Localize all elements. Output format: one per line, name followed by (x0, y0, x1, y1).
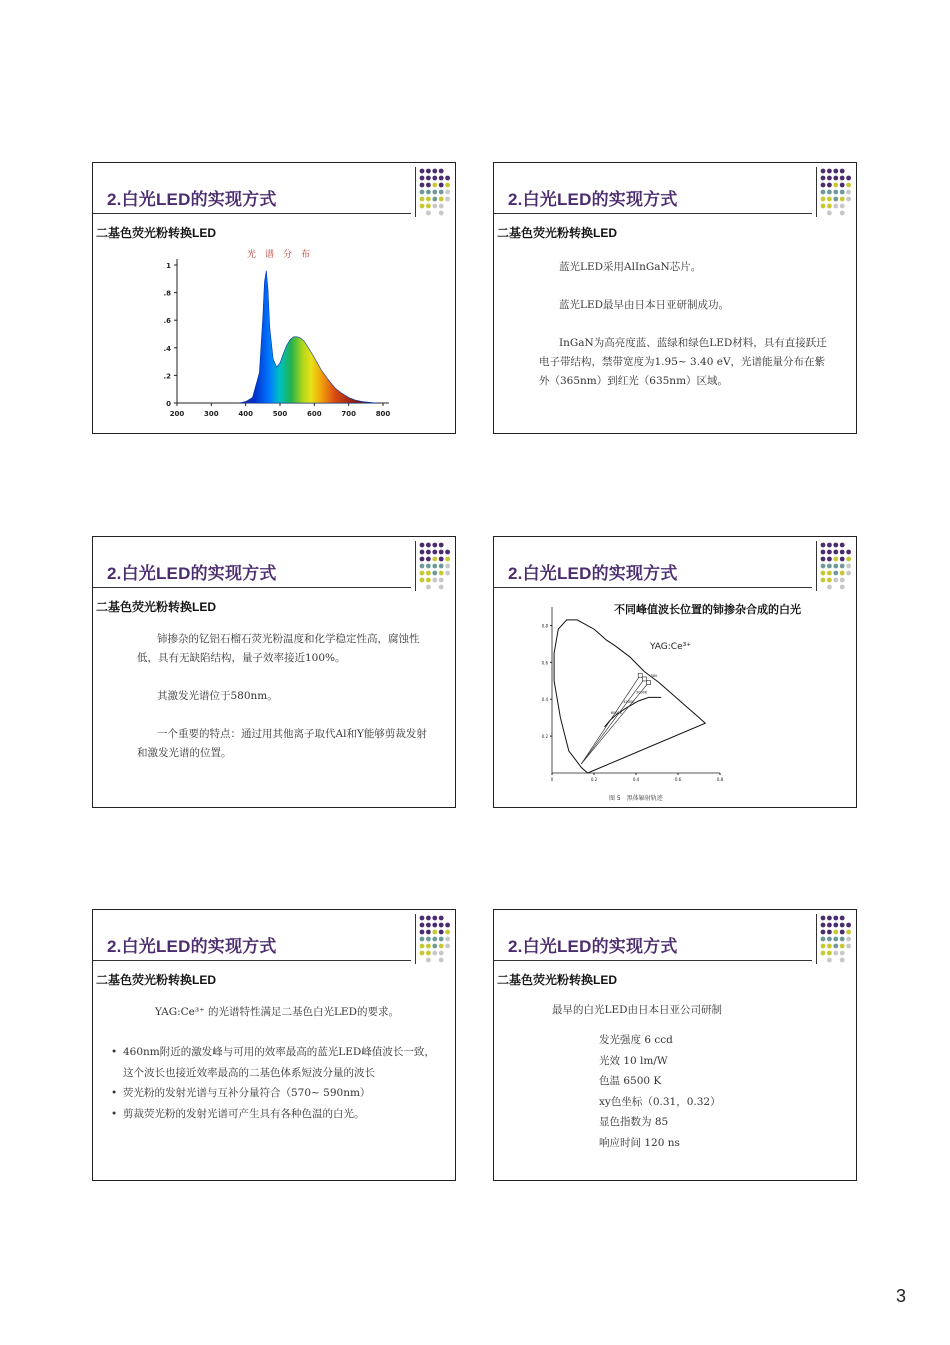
mixing-line (581, 675, 640, 764)
decor-dot (439, 916, 444, 921)
decor-dot (432, 190, 437, 195)
decor-dot (827, 916, 832, 921)
decor-dot (827, 543, 832, 548)
x-tick-label: 500 (272, 410, 288, 418)
paragraph: 蓝光LED最早由日本日亚研制成功。 (559, 299, 730, 311)
decor-dot (426, 183, 431, 188)
decor-dot (846, 190, 851, 195)
decor-dot (840, 550, 845, 555)
decor-dot (426, 930, 431, 935)
spec-item: 显色指数为 85 (599, 1116, 669, 1128)
decor-dot (821, 204, 826, 209)
decor-dot (445, 197, 450, 202)
decorative-dot-grid (812, 167, 856, 219)
decor-dot (821, 916, 826, 921)
decor-dot (426, 564, 431, 569)
decor-dot (827, 211, 832, 216)
decor-dot (426, 176, 431, 181)
decor-dot (846, 176, 851, 181)
spec-item: xy色坐标（0.31，0.32） (599, 1095, 721, 1108)
decor-dot (432, 197, 437, 202)
decor-dot (420, 951, 425, 956)
slide-5 (92, 909, 456, 1181)
decor-dot (840, 190, 845, 195)
spectrum-chart (155, 247, 395, 427)
decor-dot (827, 944, 832, 949)
chart-title: 光 谱 分 布 (247, 250, 311, 260)
decor-dot (420, 204, 425, 209)
y-tick-label: 0.4 (541, 697, 548, 703)
decor-dot (821, 197, 826, 202)
decor-dot (439, 923, 444, 928)
decor-dot (445, 557, 450, 562)
yag-label: YAG:Ce³⁺ (650, 642, 691, 652)
decor-dot (432, 550, 437, 555)
decor-dot (846, 197, 851, 202)
decor-dot (833, 923, 838, 928)
slide-title: 2.白光LED的实现方式 (508, 937, 678, 956)
decor-dot (821, 944, 826, 949)
decor-dot (833, 564, 838, 569)
decor-dot (420, 923, 425, 928)
decor-dot (420, 916, 425, 921)
x-tick-label: 600 (307, 410, 322, 418)
decor-dot (432, 923, 437, 928)
slide-subtitle: 二基色荧光粉转换LED (96, 973, 217, 987)
decor-dot (426, 923, 431, 928)
decor-dot (821, 937, 826, 942)
decorative-dot-grid (812, 541, 856, 593)
paragraph: 一个重要的特点：通过用其他离子取代Al和Y能够剪裁发射和激发光谱的位置。 (137, 728, 427, 759)
decor-dot (833, 951, 838, 956)
page-number: 3 (896, 1286, 907, 1306)
decor-dot (840, 169, 845, 174)
decor-dot (821, 564, 826, 569)
y-tick-label: 0.6 (541, 660, 548, 666)
decor-dot (833, 183, 838, 188)
slide-title: 2.白光LED的实现方式 (107, 190, 277, 209)
bullet-item: • 剪裁荧光粉的发射光谱可产生具有各种色温的白光。 (111, 1104, 443, 1125)
decor-dot (445, 923, 450, 928)
decor-dot (840, 564, 845, 569)
decor-dot (840, 923, 845, 928)
decor-dot (426, 557, 431, 562)
decor-dot (821, 923, 826, 928)
decor-dot (827, 923, 832, 928)
decor-dot (439, 571, 444, 576)
decor-dot (432, 930, 437, 935)
locus-annotation: 4000K (623, 699, 635, 704)
decor-dot (439, 169, 444, 174)
decor-dot (420, 937, 425, 942)
decor-dot (426, 211, 431, 216)
decor-dot (846, 183, 851, 188)
locus-annotation: 6000K (610, 710, 623, 715)
decor-dot (420, 571, 425, 576)
decor-dot (420, 944, 425, 949)
decor-dot (833, 543, 838, 548)
decor-dot (833, 578, 838, 583)
decor-dot (840, 937, 845, 942)
decor-dot (439, 578, 444, 583)
decor-dot (420, 557, 425, 562)
slide-title: 2.白光LED的实现方式 (508, 564, 678, 583)
yag-emission-point (647, 681, 651, 685)
decor-dot (846, 564, 851, 569)
decor-dot (426, 578, 431, 583)
decor-dot (439, 204, 444, 209)
decor-dot (426, 190, 431, 195)
decor-dot (846, 550, 851, 555)
decor-dot (833, 944, 838, 949)
x-tick-label: 0.2 (590, 777, 598, 782)
decor-dot (840, 543, 845, 548)
decor-dot (432, 951, 437, 956)
decor-dot (439, 944, 444, 949)
decor-dot (432, 571, 437, 576)
decor-dot (833, 176, 838, 181)
spec-item: 响应时间 120 ns (599, 1136, 680, 1149)
paragraph: 铈掺杂的钇铝石榴石荧光粉温度和化学稳定性高，腐蚀性低，具有无缺陷结构，量子效率接近100%。 (137, 633, 420, 664)
decor-dot (821, 557, 826, 562)
y-tick-label: .4 (163, 344, 171, 353)
y-tick-label: 1 (166, 262, 171, 270)
decor-dot (445, 930, 450, 935)
decor-dot (846, 937, 851, 942)
locus-annotation: 3000K (636, 690, 648, 695)
decor-dot (840, 204, 845, 209)
spec-item: 色温 6500 K (599, 1075, 662, 1087)
decor-dot (840, 197, 845, 202)
decor-dot (420, 176, 425, 181)
decor-dot (445, 564, 450, 569)
paragraph: InGaN为高亮度蓝、蓝绿和绿色LED材料，具有直接跃迁电子带结构，禁带宽度为1.95~ 3.40 eV，光谱能量分布在紫外（365nm）到红光（635nm）区域。 (539, 337, 827, 387)
decor-dot (426, 937, 431, 942)
decorative-dot-grid (411, 541, 455, 593)
decor-dot (821, 190, 826, 195)
decor-dot (420, 550, 425, 555)
yag-emission-point (638, 673, 642, 677)
slide-2 (493, 162, 857, 434)
decor-dot (439, 930, 444, 935)
slide-title: 2.白光LED的实现方式 (107, 564, 277, 583)
decor-dot (821, 930, 826, 935)
y-tick-label: .6 (163, 317, 171, 326)
decor-dot (432, 176, 437, 181)
decor-dot (439, 176, 444, 181)
decor-dot (840, 585, 845, 590)
decor-dot (426, 944, 431, 949)
x-tick-label: 0 (550, 777, 554, 782)
mixing-line (581, 679, 644, 764)
decor-dot (827, 197, 832, 202)
decor-dot (426, 916, 431, 921)
decor-dot (833, 916, 838, 921)
decor-dot (846, 944, 851, 949)
decor-dot (432, 578, 437, 583)
decor-dot (827, 557, 832, 562)
decor-dot (833, 937, 838, 942)
decor-dot (827, 937, 832, 942)
decor-dot (833, 204, 838, 209)
slide-subtitle: 二基色荧光粉转换LED (96, 600, 217, 614)
decor-dot (827, 585, 832, 590)
decor-dot (846, 930, 851, 935)
decor-dot (432, 169, 437, 174)
decor-dot (445, 190, 450, 195)
slide-4 (493, 536, 857, 808)
decor-dot (821, 176, 826, 181)
decorative-dot-grid (812, 914, 856, 966)
decor-dot (833, 930, 838, 935)
decor-dot (840, 211, 845, 216)
decor-dot (827, 564, 832, 569)
decor-dot (432, 944, 437, 949)
decor-dot (426, 585, 431, 590)
decor-dot (827, 183, 832, 188)
decor-dot (840, 557, 845, 562)
x-tick-label: 0.4 (632, 777, 640, 782)
slide-subtitle: 二基色荧光粉转换LED (96, 226, 217, 240)
decor-dot (420, 543, 425, 548)
decor-dot (827, 951, 832, 956)
decor-dot (432, 564, 437, 569)
decor-dot (827, 958, 832, 963)
slide-subtitle: 二基色荧光粉转换LED (497, 973, 618, 987)
decor-dot (833, 557, 838, 562)
decor-dot (846, 571, 851, 576)
x-tick-label: 800 (375, 410, 391, 418)
decor-dot (439, 937, 444, 942)
decor-dot (426, 550, 431, 555)
decor-dot (840, 176, 845, 181)
decor-dot (840, 930, 845, 935)
decor-dot (445, 571, 450, 576)
x-tick-label: 0.8 (716, 777, 724, 782)
y-tick-label: .2 (163, 372, 171, 381)
decor-dot (426, 543, 431, 548)
decor-dot (840, 944, 845, 949)
spec-item: 光效 10 lm/W (599, 1054, 668, 1067)
figure-title: 不同峰值波长位置的铈掺杂合成的白光 (614, 604, 801, 616)
decor-dot (420, 197, 425, 202)
x-tick-label: 400 (238, 410, 253, 418)
decor-dot (833, 550, 838, 555)
bullet-item: • 荧光粉的发射光谱与互补分量符合（570~ 590nm） (111, 1083, 443, 1104)
decor-dot (426, 571, 431, 576)
y-tick-label: 0 (166, 400, 171, 408)
decor-dot (432, 937, 437, 942)
bullet-item: • 460nm附近的激发峰与可用的效率最高的蓝光LED峰值波长一致，这个波长也接近效率最高的二基色体系短波分量的波长 (111, 1042, 443, 1083)
decor-dot (439, 585, 444, 590)
decor-dot (445, 937, 450, 942)
spec-item: 发光强度 6 ccd (599, 1034, 673, 1046)
decor-dot (445, 183, 450, 188)
decor-dot (439, 197, 444, 202)
decor-dot (840, 578, 845, 583)
decor-dot (432, 543, 437, 548)
spectrum-area (239, 271, 376, 404)
decor-dot (827, 169, 832, 174)
decor-dot (439, 951, 444, 956)
decor-dot (827, 930, 832, 935)
decor-dot (439, 190, 444, 195)
decor-dot (821, 571, 826, 576)
decor-dot (827, 190, 832, 195)
decor-dot (426, 169, 431, 174)
decor-dot (821, 578, 826, 583)
decor-dot (821, 169, 826, 174)
x-tick-label: 200 (169, 410, 185, 418)
y-tick-label: .8 (163, 289, 171, 298)
slide-title: 2.白光LED的实现方式 (508, 190, 678, 209)
decor-dot (439, 958, 444, 963)
chromaticity-diagram (534, 603, 734, 783)
slide-6 (493, 909, 857, 1181)
decor-dot (420, 190, 425, 195)
decor-dot (439, 543, 444, 548)
x-tick-label: 0.6 (674, 777, 682, 782)
slide-title: 2.白光LED的实现方式 (107, 937, 277, 956)
decor-dot (439, 557, 444, 562)
locus-annotation: 580 (650, 674, 658, 679)
decor-dot (840, 951, 845, 956)
decor-dot (827, 176, 832, 181)
paragraph: 其激发光谱位于580nm。 (157, 690, 278, 702)
decor-dot (821, 951, 826, 956)
y-tick-label: 0.8 (541, 623, 548, 629)
figure-caption: 图 5 黑体辐射轨迹 (609, 795, 663, 802)
decor-dot (432, 916, 437, 921)
y-tick-label: 0.2 (541, 734, 548, 740)
decor-dot (439, 211, 444, 216)
decor-dot (827, 578, 832, 583)
decor-dot (420, 169, 425, 174)
decor-dot (821, 183, 826, 188)
decor-dot (821, 543, 826, 548)
x-tick-label: 300 (204, 410, 219, 418)
decor-dot (833, 169, 838, 174)
decorative-dot-grid (411, 914, 455, 966)
decor-dot (821, 550, 826, 555)
lead-text: YAG:Ce³⁺ 的光谱特性满足二基色白光LED的要求。 (155, 1006, 400, 1018)
decor-dot (420, 578, 425, 583)
x-tick-label: 700 (341, 410, 356, 418)
decor-dot (833, 197, 838, 202)
slide-3 (92, 536, 456, 808)
decor-dot (840, 183, 845, 188)
decor-dot (426, 197, 431, 202)
decor-dot (432, 557, 437, 562)
decor-dot (426, 958, 431, 963)
decor-dot (439, 564, 444, 569)
decor-dot (833, 190, 838, 195)
decor-dot (426, 951, 431, 956)
decor-dot (432, 183, 437, 188)
decor-dot (827, 204, 832, 209)
decor-dot (420, 930, 425, 935)
decor-dot (846, 923, 851, 928)
decor-dot (445, 944, 450, 949)
slide-1 (92, 162, 456, 434)
decor-dot (439, 550, 444, 555)
slide-subtitle: 二基色荧光粉转换LED (497, 226, 618, 240)
decor-dot (840, 916, 845, 921)
decor-dot (840, 571, 845, 576)
decor-dot (420, 183, 425, 188)
decor-dot (445, 176, 450, 181)
decor-dot (426, 204, 431, 209)
decor-dot (445, 550, 450, 555)
yag-emission-point (642, 677, 646, 681)
decor-dot (432, 204, 437, 209)
decor-dot (420, 564, 425, 569)
decor-dot (439, 183, 444, 188)
decor-dot (840, 958, 845, 963)
lead-text: 最早的白光LED由日本日亚公司研制 (552, 1004, 723, 1016)
paragraph: 蓝光LED采用AlInGaN芯片。 (559, 261, 702, 273)
decor-dot (846, 557, 851, 562)
decor-dot (827, 571, 832, 576)
decor-dot (827, 550, 832, 555)
decor-dot (833, 571, 838, 576)
decorative-dot-grid (411, 167, 455, 219)
